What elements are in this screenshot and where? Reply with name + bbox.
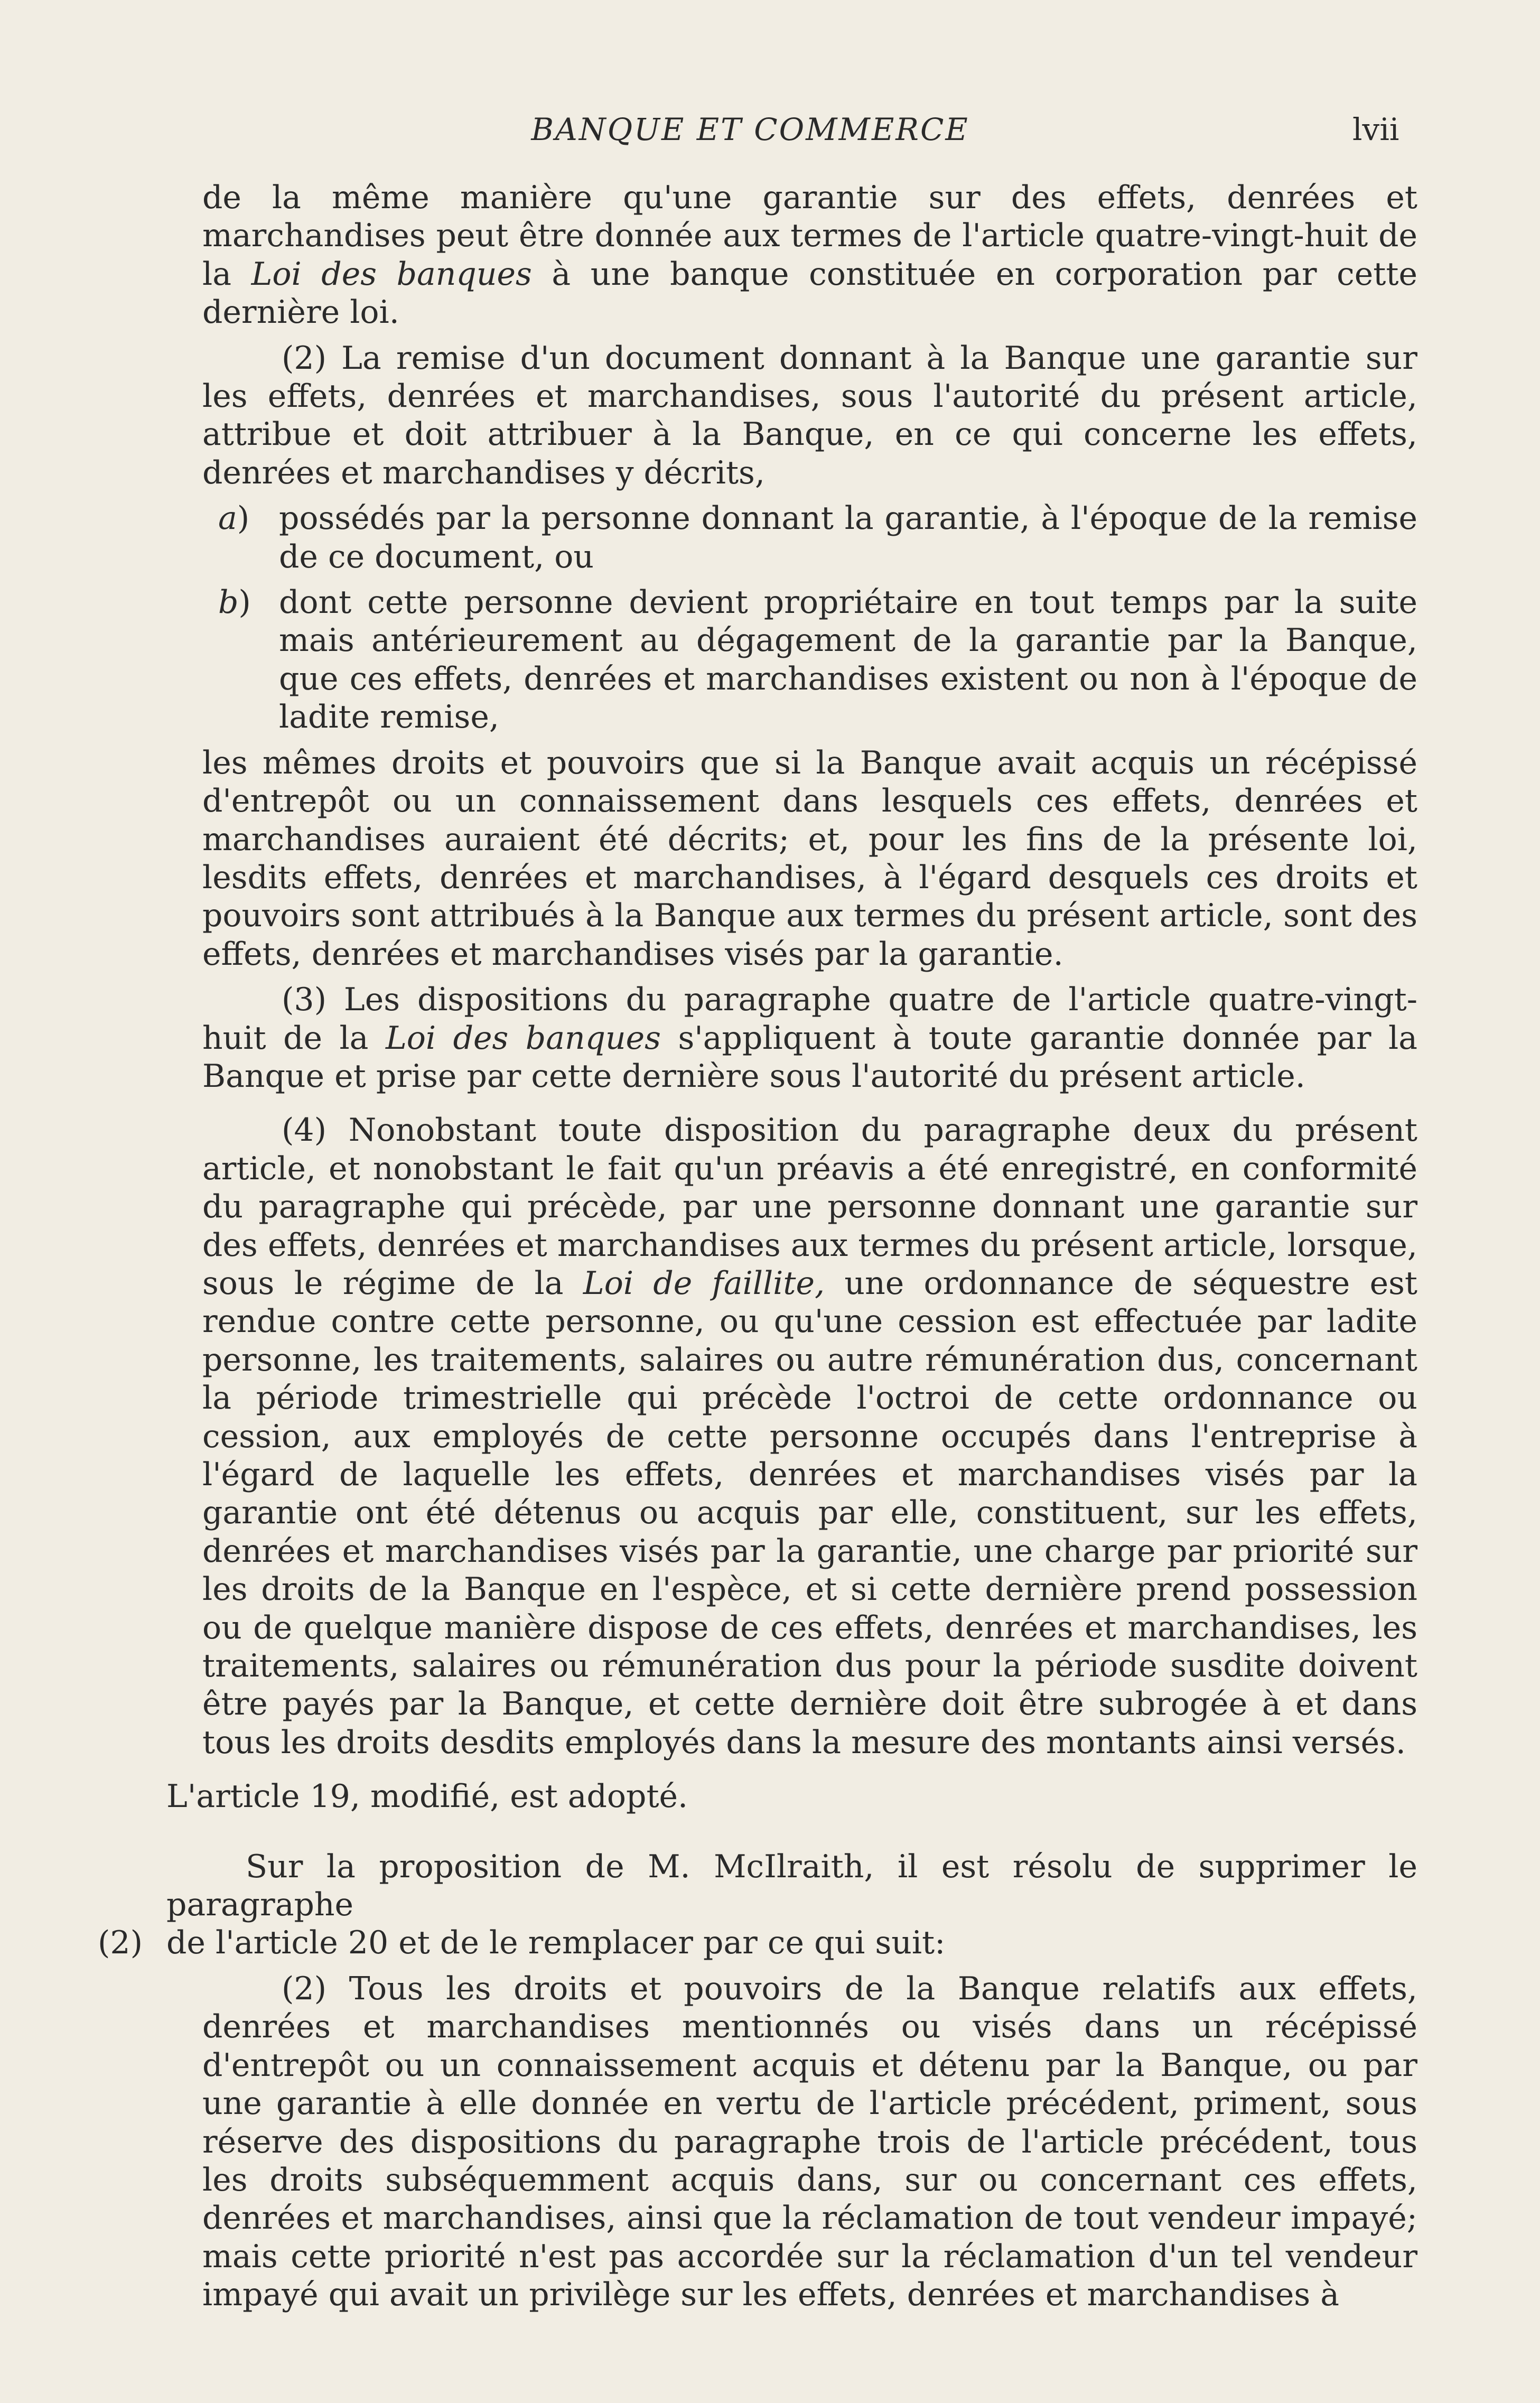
motion-line-2: (2) de l'article 20 et de le remplacer par ce qui suit: — [98, 1924, 946, 1962]
running-header — [0, 108, 1540, 151]
law-title: Loi de faillite, — [583, 1264, 825, 1302]
page-number: lvii — [1352, 111, 1399, 147]
item-label: a) — [218, 500, 250, 537]
paragraph-text: à une banque constituée en corporation par cette dernière loi. — [202, 255, 1417, 331]
list-item-b — [202, 583, 1417, 737]
adoption-note: L'article 19, modifié, est adopté. — [166, 1778, 688, 1815]
paragraph-rights: les mêmes droits et pouvoirs que si la Banque avait acquis un récépissé d'entrepôt ou un connaissement dans lesquels ces effets, denrées et marchandises auraient été décrits; et, pour les fins de la présente loi, lesdits effets, denrées et marchandises, à l'égard desquels ces droits et pouvoirs sont attribués à la Banque aux termes du présent article, sont des effets, denrées et marchandises visés par la garantie. — [202, 744, 1417, 973]
item-text: possédés par la personne donnant la garantie, à l'époque de la remise de ce document, ou — [279, 500, 1417, 575]
subsection-2: (2) La remise d'un document donnant à la Banque une garantie sur les effets, denrées et marchandises, sous l'autorité du présent article, attribue et doit attribuer à la Banque, en ce qui concerne les effets, denrées et marchandises y décrits, — [202, 339, 1417, 491]
list-item-a — [202, 499, 1417, 576]
subsection-3: (3) Les dispositions du paragraphe quatre de l'article quatre-vingt-huit de la Loi des banques s'appliquent à toute garantie donnée par la Banque et prise par cette dernière sous l'autorité du présent article. — [202, 981, 1418, 1095]
running-title: BANQUE ET COMMERCE — [531, 111, 969, 147]
item-text: dont cette personne devient propriétaire en tout temps par la suite mais antérieurement au dégagement de la garantie par la Banque, que ces effets, denrées et marchandises existent ou non à l'époque de ladite remise, — [279, 584, 1417, 736]
motion-paragraph — [98, 1848, 1417, 1962]
law-title: Loi des banques — [251, 255, 532, 293]
body-text — [98, 179, 1418, 2314]
law-title: Loi des banques — [385, 1019, 661, 1057]
paragraph-continuation — [202, 179, 1417, 332]
subsection-4: (4) Nonobstant toute disposition du paragraphe deux du présent article, et nonobstant le fait qu'un préavis a été enregistré, en conformité du paragraphe qui précède, par une personne donnant une garantie sur des effets, denrées et marchandises aux termes du présent article, lorsque, sous le régime de la Loi de faillite, une ordonnance de séquestre est rendue contre cette personne, ou qu'une cession est effectuée par ladite personne, les traitements, salaires ou autre rémunération dus, concernant la période trimestrielle qui précède l'octroi de cette ordonnance ou cession, aux employés de cette personne occupés dans l'entreprise à l'égard de laquelle les effets, denrées et marchandises visés par la garantie ont été détenus ou acquis par elle, constituent, sur les effets, denrées et marchandises visés par la garantie, une charge par priorité sur les droits de la Banque en l'espèce, et si cette dernière prend possession ou de quelque manière dispose de ces effets, denrées et marchandises, les traitements, salaires ou rémunération dus pour la période susdite doivent être payés par la Banque, et cette dernière doit être subrogée à et dans tous les droits desdits employés dans la mesure des montants ainsi versés. — [202, 1112, 1418, 1761]
replacement-subsection-2: (2) Tous les droits et pouvoirs de la Banque relatifs aux effets, denrées et marchandises mentionnés ou visés dans un récépissé d'entrepôt ou un connaissement acquis et détenu par la Banque, ou par une garantie à elle donnée en vertu de l'article précédent, priment, sous réserve des dispositions du paragraphe trois de l'article précédent, tous les droits subséquemment acquis dans, sur ou concernant ces effets, denrées et marchandises, ainsi que la réclamation de tout vendeur impayé; mais cette priorité n'est pas accordée sur la réclamation d'un tel vendeur impayé qui avait un privilège sur les effets, denrées et marchandises à — [202, 1970, 1417, 2314]
paragraph-text: de la même manière qu'une garantie sur des effets, denrées et marchandises peut être donnée aux termes de l'article quatre-vingt-huit de la — [202, 179, 1417, 293]
motion-label: (2) — [98, 1924, 143, 1962]
item-label: b) — [218, 584, 251, 621]
motion-line-1: Sur la proposition de M. McIlraith, il est résolu de supprimer le paragraphe — [166, 1848, 1417, 1924]
